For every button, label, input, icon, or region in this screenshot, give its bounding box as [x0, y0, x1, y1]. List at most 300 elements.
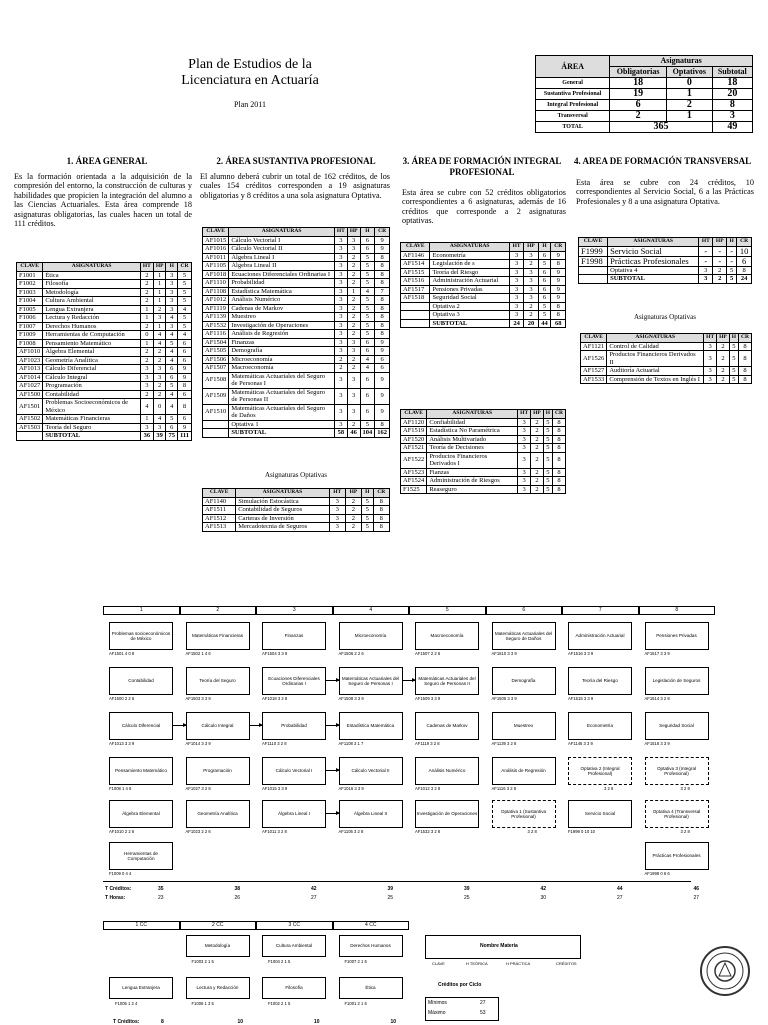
subject-value: 5 [166, 339, 178, 348]
course-code: AF1998 0 6 6 [644, 871, 670, 876]
table-row [203, 270, 390, 279]
subject-code: AF1011 [203, 253, 229, 262]
cc-credits-value: 10 [314, 1019, 320, 1025]
table-row [17, 297, 192, 306]
subject-code [579, 266, 608, 275]
course-box: Cálculo Vectorial II [339, 757, 403, 785]
credits-per-cycle: Créditos por Ciclo [438, 982, 482, 988]
subject-name: Mercadotecnia de Seguros [236, 523, 329, 532]
subtotal-value: 3 [699, 275, 713, 284]
subject-value: 3 [509, 251, 524, 260]
column-header: HP [713, 238, 727, 247]
subject-value: 8 [375, 330, 390, 339]
subtotal-value: 104 [360, 429, 375, 438]
course-code: AF1505 3 3 9 [491, 696, 517, 701]
subject-name: Administración Actuarial [430, 277, 509, 286]
subject-value: 3 [329, 506, 345, 515]
subject-value: 3 [347, 404, 360, 420]
legend-field: CLAVE [432, 961, 445, 966]
subject-value: 1 [153, 280, 166, 289]
subtotal-value: 5 [727, 275, 737, 284]
subject-value: 2 [153, 382, 166, 391]
column-header: CLAVE [401, 243, 430, 252]
subject-name: Álgebra Elemental [43, 348, 141, 357]
subject-code: F1002 [17, 280, 43, 289]
subject-value: 3 [347, 388, 360, 404]
subject-value: 10 [737, 246, 752, 256]
subject-value: 6 [177, 415, 191, 424]
subject-code: AF1146 [401, 251, 430, 260]
table-row [203, 404, 390, 420]
total-credits-value: 46 [693, 886, 700, 892]
map-column-header: 2 [180, 606, 257, 615]
subject-code: AF1533 [581, 375, 607, 384]
subject-value: 5 [543, 444, 552, 453]
subject-code: F1998 [579, 256, 608, 266]
course-box: Optativa 4 (Transversal Profesional) [645, 800, 709, 828]
subject-value: 3 [140, 373, 153, 382]
course-code: AF1504 3 3 9 [262, 651, 288, 656]
subject-value: 6 [538, 251, 551, 260]
subject-value: 3 [334, 296, 347, 305]
subject-value: 3 [524, 294, 538, 303]
subject-value: 7 [375, 287, 390, 296]
subject-code: AF1513 [203, 523, 236, 532]
subject-value: 1 [140, 314, 153, 323]
subject-name: Matemáticas Financieras [43, 415, 141, 424]
table-row [401, 435, 566, 444]
subject-code: AF1511 [203, 506, 236, 515]
subject-code: AF1520 [401, 435, 427, 444]
subtotal-blank [17, 432, 43, 441]
subject-value: 2 [531, 468, 544, 477]
table-optativas-sustantiva [202, 488, 390, 532]
subject-value: 3 [334, 313, 347, 322]
subject-name: Microeconomía [229, 355, 335, 364]
summary-value: 20 [712, 89, 752, 100]
subject-name: Contabilidad de Seguros [236, 506, 329, 515]
column-header: HP [717, 334, 730, 343]
subject-code: AF1503 [17, 423, 43, 432]
total-hours-value: 27 [693, 895, 700, 901]
subject-value: 2 [717, 367, 730, 376]
subject-value: 8 [739, 375, 752, 384]
credits-max-label: Máximo [428, 1010, 446, 1016]
subject-value: 6 [166, 373, 178, 382]
course-code: AF1146 3 3 9 [568, 741, 593, 746]
subject-value: 3 [509, 268, 524, 277]
subject-name: Teoría del Riesgo [430, 268, 509, 277]
subject-code: AF1508 [203, 372, 229, 388]
section-4-title: 4. AREA DE FORMACIÓN TRANSVERSAL [574, 156, 752, 166]
course-box: Análisis de Regresión [492, 757, 556, 785]
subtotal-blank [401, 319, 430, 328]
table-row [203, 262, 390, 271]
subject-value: 5 [729, 375, 738, 384]
table-row [401, 302, 566, 311]
course-box: Contabilidad [109, 667, 173, 695]
subject-value: 3 [704, 375, 717, 384]
course-box: Optativa 1 (Sustantiva Profesional) [492, 800, 556, 828]
table-row [203, 279, 390, 288]
subject-value: 2 [140, 297, 153, 306]
summary-obl-head: Obligatorias [610, 67, 667, 78]
table-row [17, 356, 192, 365]
column-header: H [360, 228, 375, 237]
subject-code: AF1012 [203, 296, 229, 305]
map-column-header: 3 [256, 606, 333, 615]
subject-value: 5 [543, 485, 552, 494]
subject-value: 8 [375, 279, 390, 288]
subject-value: 8 [375, 420, 390, 429]
subject-value: 3 [518, 468, 531, 477]
course-code: AF1507 2 2 6 [415, 651, 441, 656]
subject-name: Prácticas Profesionales [608, 256, 699, 266]
subject-value: 8 [375, 321, 390, 330]
subject-value: 2 [347, 262, 360, 271]
subject-value: 2 [347, 253, 360, 262]
course-code: AF1012 3 2 8 [415, 786, 441, 791]
subject-code: AF1121 [581, 342, 607, 351]
course-box: Análisis Numérico [415, 757, 479, 785]
subject-value: 3 [518, 418, 531, 427]
course-code: 3 2 8 [680, 829, 690, 834]
summary-total-credits: 365 [610, 122, 712, 133]
subject-value: 8 [373, 514, 389, 523]
table-row [17, 373, 192, 382]
subject-value: 2 [140, 322, 153, 331]
subject-value: 8 [553, 418, 566, 427]
subject-code: AF1506 [203, 355, 229, 364]
table-row [581, 342, 752, 351]
subject-value: 2 [717, 342, 730, 351]
credits-max-value: 53 [480, 1010, 486, 1016]
cc-credits-label: T Créditos: [113, 1019, 140, 1025]
subject-value: 8 [739, 351, 752, 367]
subject-value: 5 [361, 497, 373, 506]
column-header: CLAVE [17, 263, 43, 272]
subject-code: AF1516 [401, 277, 430, 286]
subject-code: AF1110 [203, 279, 229, 288]
subject-name: Optativa 1 [229, 420, 335, 429]
subject-value: 1 [140, 415, 153, 424]
column-header: HT [140, 263, 153, 272]
subject-value: 3 [334, 304, 347, 313]
subject-value: 5 [360, 296, 375, 305]
table-header [203, 489, 390, 498]
subject-code: AF1018 [203, 270, 229, 279]
table-row [203, 304, 390, 313]
subject-name: Pensamiento Matemático [43, 339, 141, 348]
subject-name: Demografía [229, 347, 335, 356]
university-seal [700, 946, 750, 996]
subject-value: 8 [553, 477, 566, 486]
subject-name: Matemáticas Actuariales del Seguro de Personas I [229, 372, 335, 388]
table-row [17, 288, 192, 297]
subtotal-row [203, 429, 390, 438]
map-column-header: 7 [562, 606, 639, 615]
subject-value: 5 [538, 302, 551, 311]
subject-value: 5 [543, 468, 552, 477]
summary-value: 1 [667, 111, 713, 122]
map-column-header: 6 [486, 606, 563, 615]
cc-column-header: 2 CC [180, 921, 257, 930]
subtotal-row [579, 275, 752, 284]
subject-value: 3 [334, 236, 347, 245]
subject-value: 2 [345, 506, 361, 515]
subject-value: 3 [153, 373, 166, 382]
map-column-header: 5 [409, 606, 486, 615]
subject-value: 4 [153, 331, 166, 340]
cc-course-code: F1005 1 2 4 [115, 1001, 138, 1006]
subject-value: 6 [360, 338, 375, 347]
subject-value: 5 [360, 330, 375, 339]
subject-value: 3 [334, 330, 347, 339]
subject-value: 2 [347, 355, 360, 364]
subject-value: 3 [509, 294, 524, 303]
subject-value: 3 [518, 435, 531, 444]
subject-name: Geometría Analítica [43, 356, 141, 365]
course-code: AF1139 3 2 8 [491, 741, 517, 746]
total-credits-label: T Créditos: [105, 886, 132, 892]
subject-value: 3 [334, 338, 347, 347]
cc-course-box: Filosofía [262, 977, 326, 999]
subject-value: 3 [153, 314, 166, 323]
subject-value: 5 [543, 435, 552, 444]
subject-value: 0 [140, 331, 153, 340]
subtotal-value: 111 [177, 432, 191, 441]
course-box: Macroeconomía [415, 622, 479, 650]
table-row [17, 365, 192, 374]
map-column-header: 8 [639, 606, 716, 615]
summary-table [535, 55, 753, 133]
table-row [203, 523, 390, 532]
subject-value: 2 [531, 418, 544, 427]
table-row [401, 311, 566, 320]
subject-name: Lectura y Redacción [43, 314, 141, 323]
subject-code: AF1522 [401, 452, 427, 468]
summary-value: 3 [712, 111, 752, 122]
table-header [401, 410, 566, 419]
course-code: AF1508 3 3 9 [338, 696, 364, 701]
course-code: AF1110 3 2 8 [262, 741, 287, 746]
subject-value: 2 [345, 523, 361, 532]
table-row [203, 506, 390, 515]
legend-box [425, 935, 581, 959]
subject-value: 1 [153, 322, 166, 331]
subject-value: 3 [699, 266, 713, 275]
subject-value: 3 [704, 367, 717, 376]
summary-total-subjects: 49 [712, 122, 752, 133]
subject-value: 9 [551, 285, 566, 294]
subject-value: 3 [509, 260, 524, 269]
subject-name: Control de Calidad [607, 342, 704, 351]
column-header: ASIGNATURAS [229, 228, 335, 237]
subject-code: AF1105 [203, 262, 229, 271]
table-row [581, 375, 752, 384]
subtotal-value: 68 [551, 319, 566, 328]
course-code: AF1018 3 2 8 [262, 696, 288, 701]
table-header [17, 263, 192, 272]
subject-name: Productos Financieros Derivados I [427, 452, 518, 468]
subject-value: 3 [334, 262, 347, 271]
subject-value: 5 [360, 313, 375, 322]
column-header: ASIGNATURAS [427, 410, 518, 419]
subject-value: 8 [373, 523, 389, 532]
subject-value: 4 [140, 399, 153, 415]
course-box: Pensiones Privadas [645, 622, 709, 650]
subject-value: 6 [177, 339, 191, 348]
summary-area: General [536, 78, 610, 89]
course-code: AF1010 2 2 6 [109, 829, 135, 834]
table-area-integral [400, 242, 566, 328]
subject-value: 2 [347, 330, 360, 339]
column-header: HP [531, 410, 544, 419]
subject-name: Herramientas de Computación [43, 331, 141, 340]
cc-course-code: F1007 2 1 5 [344, 959, 367, 964]
table-row [203, 245, 390, 254]
subject-value: 2 [140, 280, 153, 289]
column-header: CR [375, 228, 390, 237]
subject-value: 2 [713, 266, 727, 275]
subject-value: 3 [509, 285, 524, 294]
subject-value: - [699, 256, 713, 266]
course-box: Investigación de Operaciones [415, 800, 479, 828]
subject-value: 5 [177, 322, 191, 331]
table-row [401, 277, 566, 286]
table-row [203, 388, 390, 404]
subject-value: 9 [375, 372, 390, 388]
plan-year: Plan 2011 [234, 100, 266, 109]
subject-value: 6 [360, 404, 375, 420]
column-header: ASIGNATURAS [43, 263, 141, 272]
subject-value: 3 [347, 245, 360, 254]
summary-row [536, 100, 753, 111]
subject-value: 3 [166, 297, 178, 306]
subject-value: 6 [737, 256, 752, 266]
prerequisite-arrow [325, 770, 339, 771]
subject-value: 5 [543, 452, 552, 468]
course-code: AF1014 3 3 9 [185, 741, 211, 746]
subject-name: Ecuaciones Diferenciales Ordinarias I [229, 270, 335, 279]
subject-value: 3 [524, 268, 538, 277]
subject-code [401, 302, 430, 311]
table-header [203, 228, 390, 237]
course-box: Cadenas de Markov [415, 712, 479, 740]
course-code: F1009 0 4 4 [109, 871, 132, 876]
column-header: CLAVE [581, 334, 607, 343]
cc-column-header: 4 CC [333, 921, 410, 930]
table-row [203, 514, 390, 523]
subject-value: 3 [509, 302, 524, 311]
credits-cycle-box [425, 997, 499, 1021]
subject-name: Teoría del Seguro [43, 423, 141, 432]
subject-value: 3 [334, 321, 347, 330]
subject-name: Confiabilidad [427, 418, 518, 427]
cc-credits-value: 10 [237, 1019, 244, 1025]
subject-value: 3 [518, 485, 531, 494]
credits-min-value: 27 [480, 1000, 486, 1006]
subject-value: 9 [551, 251, 566, 260]
course-code: 3 2 8 [680, 786, 690, 791]
subject-code: AF1504 [203, 338, 229, 347]
map-column-header: 1 [103, 606, 180, 615]
subject-value: 6 [360, 245, 375, 254]
subject-name: Matemáticas Actuariales del Seguro de Personas II [229, 388, 335, 404]
subject-value: 3 [704, 342, 717, 351]
course-box: Matemáticas Actuariales del Seguro de Personas I [339, 667, 403, 695]
summary-total-label: TOTAL [536, 122, 610, 133]
subject-value: 2 [140, 288, 153, 297]
course-box: Econometría [568, 712, 632, 740]
subject-value: 5 [360, 304, 375, 313]
subject-name: Estadística Matemática [229, 287, 335, 296]
subject-name: Matemáticas Actuariales del Seguro de Daños [229, 404, 335, 420]
course-code: AF1013 3 3 9 [109, 741, 135, 746]
summary-area: Integral Profesional [536, 100, 610, 111]
subject-value: 9 [177, 365, 191, 374]
subject-value: 2 [347, 364, 360, 373]
subject-value: 8 [553, 427, 566, 436]
subject-value: 3 [334, 388, 347, 404]
subject-value: 9 [375, 338, 390, 347]
subject-value: 1 [347, 287, 360, 296]
subject-value: 6 [375, 355, 390, 364]
subject-value: 3 [334, 279, 347, 288]
subject-value: 9 [177, 373, 191, 382]
course-box: Finanzas [262, 622, 326, 650]
table-row [401, 418, 566, 427]
subject-value: 5 [543, 427, 552, 436]
subtotal-label: SUBTOTAL [229, 429, 335, 438]
subject-code [203, 420, 229, 429]
course-code: 3 2 8 [604, 786, 614, 791]
subject-value: 3 [509, 311, 524, 320]
subject-value: 6 [166, 365, 178, 374]
table-row [203, 338, 390, 347]
subject-name: Productos Financieros Derivados II [607, 351, 704, 367]
table-row [17, 280, 192, 289]
subject-value: 3 [140, 382, 153, 391]
course-code: AF1515 3 3 9 [568, 696, 594, 701]
subject-code: AF1120 [401, 418, 427, 427]
subject-value: 3 [329, 514, 345, 523]
course-box: Pensamiento Matemático [109, 757, 173, 785]
subject-value: 1 [140, 305, 153, 314]
total-credits-value: 39 [387, 886, 394, 892]
table-area-transversal [578, 237, 752, 284]
subject-name: Servicio Social [608, 246, 699, 256]
subject-value: 3 [334, 404, 347, 420]
column-header: HP [153, 263, 166, 272]
total-hours-value: 23 [158, 895, 164, 901]
table-row [17, 305, 192, 314]
subject-value: 5 [360, 270, 375, 279]
course-code: AF1518 3 3 9 [644, 741, 670, 746]
column-header: HT [329, 489, 345, 498]
table-header [581, 334, 752, 343]
optativas-4-title: Asignaturas Optativas [633, 313, 696, 321]
subtotal-value: 36 [140, 432, 153, 441]
subject-value: 3 [334, 347, 347, 356]
subject-value: 9 [551, 277, 566, 286]
table-optativas-transversal [580, 333, 752, 384]
subject-name: Carteras de Inversión [236, 514, 329, 523]
total-hours-value: 27 [617, 895, 623, 901]
subject-name: Estadística No Paramétrica [427, 427, 518, 436]
table-row [401, 251, 566, 260]
subject-code: F1008 [17, 339, 43, 348]
